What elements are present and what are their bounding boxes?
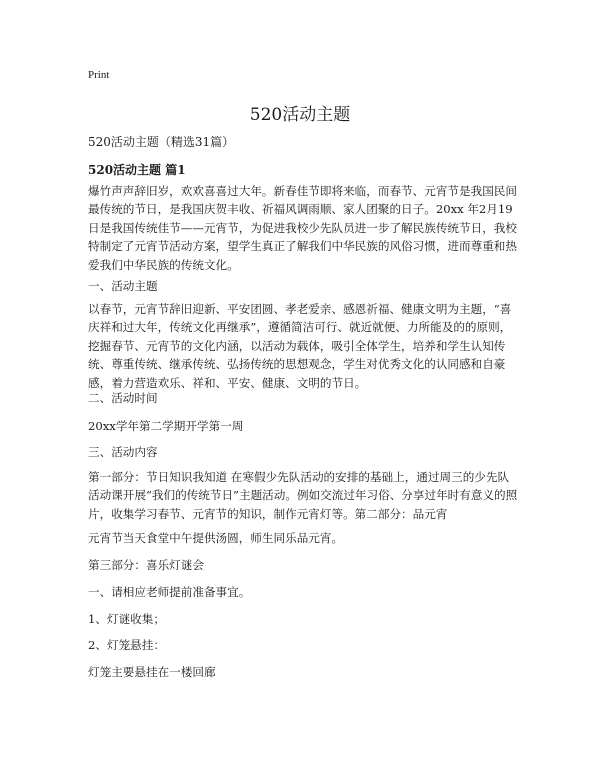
theme-paragraph: 以春节，元宵节辞旧迎新、平安团圆、孝老爱亲、感恩祈福、健康文明为主题，“喜庆祥和过大年，传统文化再继承”，遵循简洁可行、就近就便、力所能及的的原则，挖掘春节、元宵节的文化内涵，以活动为载体，吸引全体学生，培养和学生认知传统、尊重传统、继承传统、弘扬传统的思想观念，学生对优秀文化的认同感和自豪感，着力营造欢乐、祥和、平安、健康、文明的节日。: [88, 302, 512, 390]
heading-activity-content: 三、活动内容: [88, 445, 158, 459]
heading-activity-theme: 一、活动主题: [88, 279, 158, 293]
document-subtitle: 520活动主题（精选31篇）: [88, 135, 235, 149]
list-item-lanterns: 2、灯笼悬挂：: [88, 638, 165, 652]
prep-text: 一、请相应老师提前准备事宜。: [88, 585, 251, 599]
part-one-paragraph: 第一部分：节日知识我知道 在寒假少先队活动的安排的基础上，通过周三的少先队活动课开展“我们的传统节日”主题活动。例如交流过年习俗、分享过年时有意义的照片，收集学习春节、元宵节的知识，制作元宵灯等。第二部分：品元宵: [88, 470, 518, 521]
intro-paragraph: 爆竹声声辞旧岁，欢欢喜喜过大年。新春佳节即将来临，而春节、元宵节是我国民间最传统的节日，是我国庆贺丰收、祈福风调雨顺、家人团聚的日子。20xx 年2月19日是我国传统佳节——元宵节，为促进我校少先队员进一步了解民族传统节日，我校特制定了元宵节活动方案，望学生真正了解我们中华民族的风俗习惯，进而尊重和热爱我们中华民族的传统文化。: [88, 184, 517, 272]
time-text: 20xx学年第二学期开学第一周: [88, 419, 244, 433]
heading-activity-time: 二、活动时间: [88, 391, 158, 405]
print-label: Print: [88, 69, 110, 81]
page-title: 520活动主题: [249, 105, 351, 125]
section-heading: 520活动主题 篇1: [88, 163, 186, 177]
yuanxiao-text: 元宵节当天食堂中午提供汤圆，师生同乐品元宵。: [88, 531, 344, 545]
list-item-riddles: 1、灯谜收集；: [88, 612, 165, 626]
hang-text: 灯笼主要悬挂在一楼回廊: [88, 665, 216, 679]
part-three-text: 第三部分：喜乐灯谜会: [88, 558, 204, 572]
